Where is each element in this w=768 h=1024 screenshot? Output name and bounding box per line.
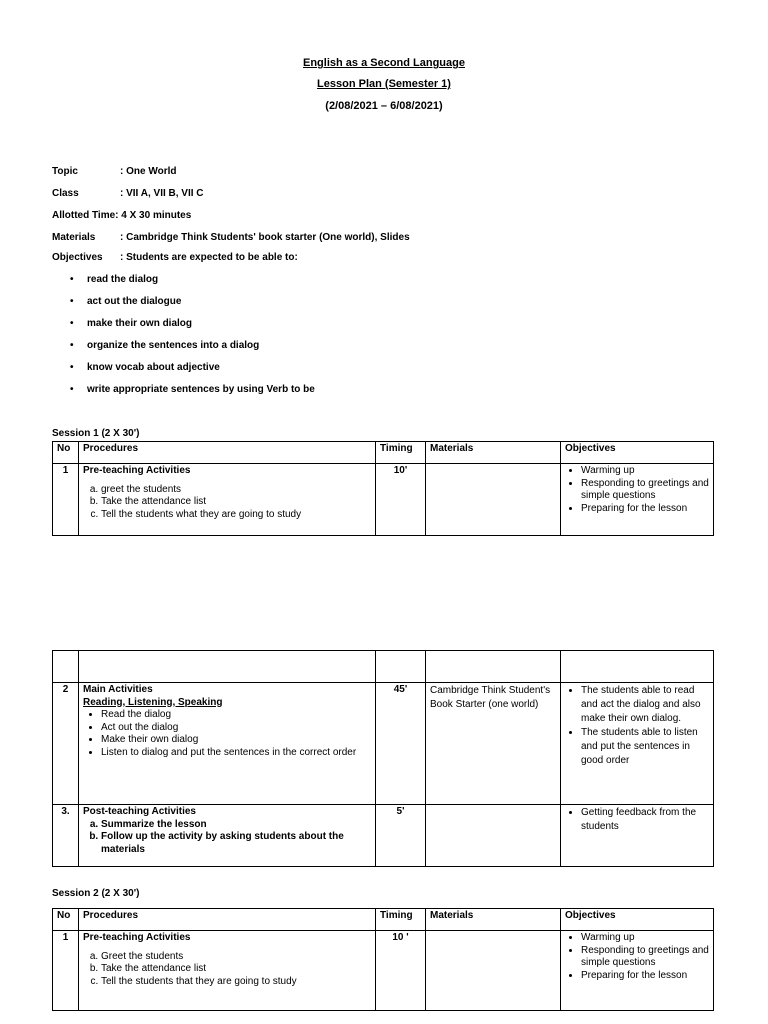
empty-cell: [79, 651, 376, 683]
empty-cell: [426, 651, 561, 683]
objectives-list: [565, 932, 709, 982]
info-materials: [52, 232, 410, 243]
objective-item: • Responding to greetings and simple questions: [581, 478, 709, 503]
session-1-table-part-1: [52, 441, 714, 536]
timing-cell: 10 ': [376, 931, 426, 1011]
empty-cell: [561, 651, 714, 683]
session-1-title: Session 1 (2 X 30'): [52, 428, 140, 439]
info-objectives: [52, 252, 298, 263]
table-row: [53, 464, 714, 536]
lesson-plan-title: Lesson Plan (Semester 1): [317, 78, 451, 90]
materials-cell: [426, 464, 561, 536]
objective-bullet: • read the dialog: [70, 274, 159, 285]
procedure-step: • Read the dialog: [101, 709, 371, 722]
objective-item: • Warming up: [581, 465, 709, 478]
header-procedures: Procedures: [79, 442, 376, 464]
procedure-step: a. Greet the students: [101, 951, 371, 964]
header-materials: Materials: [426, 909, 561, 931]
objective-item: • Getting feedback from the students: [581, 806, 709, 834]
row-number: 1: [53, 464, 79, 536]
header-timing: Timing: [376, 909, 426, 931]
procedure-title: Pre-teaching Activities: [83, 465, 191, 476]
procedure-subtitle: Reading, Listening, Speaking: [83, 696, 223, 708]
objective-bullet: • know vocab about adjective: [70, 362, 220, 373]
row-number: 3.: [53, 805, 79, 867]
info-value: : 4 X 30 minutes: [115, 210, 192, 221]
objective-item: • Responding to greetings and simple questions: [581, 945, 709, 970]
objective-item: • Preparing for the lesson: [581, 970, 709, 983]
procedure-step: b. Follow up the activity by asking students about the materials: [101, 831, 371, 856]
header-objectives: Objectives: [561, 909, 714, 931]
objective-bullet: • write appropriate sentences by using Verb to be: [70, 384, 315, 395]
info-topic: [52, 166, 176, 177]
table-row: [53, 683, 714, 805]
session-2-table: [52, 908, 714, 1011]
objectives-cell: [561, 683, 714, 805]
info-value: : Students are expected to be able to:: [120, 252, 298, 263]
empty-cell: [376, 651, 426, 683]
procedure-title: Pre-teaching Activities: [83, 932, 191, 943]
table-header-row: [53, 909, 714, 931]
objective-text: make their own dialog: [87, 318, 193, 329]
procedure-title: Main Activities: [83, 684, 153, 695]
info-value: : One World: [120, 166, 177, 177]
timing-cell: 10': [376, 464, 426, 536]
date-range: (2/08/2021 – 6/08/2021): [325, 100, 443, 112]
table-row: [53, 931, 714, 1011]
materials-cell: [426, 931, 561, 1011]
objectives-cell: [561, 931, 714, 1011]
info-label: Class: [52, 188, 79, 199]
info-class: [52, 188, 204, 199]
info-label: Topic: [52, 166, 78, 177]
document-title: English as a Second Language: [303, 57, 465, 69]
objectives-list: [565, 465, 709, 515]
info-allotted-time: [52, 210, 191, 221]
objectives-cell: [561, 464, 714, 536]
procedure-title: Post-teaching Activities: [83, 806, 196, 817]
empty-cell: [53, 651, 79, 683]
table-row: [53, 805, 714, 867]
procedure-steps: [83, 484, 371, 522]
info-value: : Cambridge Think Students' book starter (One world), Slides: [120, 232, 410, 243]
table-header-row: [53, 442, 714, 464]
info-value: : VII A, VII B, VII C: [120, 188, 204, 199]
timing-cell: 5': [376, 805, 426, 867]
materials-cell: [426, 805, 561, 867]
objective-item: • The students able to listen and put the sentences in good order: [581, 726, 709, 768]
objective-bullet: • organize the sentences into a dialog: [70, 340, 260, 351]
procedure-step: b. Take the attendance list: [101, 963, 371, 976]
info-label: Allotted Time: [52, 210, 116, 221]
header-no: No: [53, 909, 79, 931]
procedure-cell: [79, 931, 376, 1011]
empty-row: [53, 651, 714, 683]
procedure-cell: [79, 464, 376, 536]
row-number: 1: [53, 931, 79, 1011]
procedure-step: c. Tell the students what they are going to study: [101, 509, 371, 522]
objective-item: • Warming up: [581, 932, 709, 945]
objective-text: organize the sentences into a dialog: [87, 340, 260, 351]
materials-cell: Cambridge Think Student's Book Starter (one world): [426, 683, 561, 805]
procedure-cell: [79, 683, 376, 805]
objectives-cell: [561, 805, 714, 867]
procedure-step: a. Summarize the lesson: [101, 819, 371, 832]
objectives-list: [565, 806, 709, 834]
procedure-step: b. Take the attendance list: [101, 496, 371, 509]
procedure-step: • Act out the dialog: [101, 722, 371, 735]
row-number: 2: [53, 683, 79, 805]
objective-text: act out the dialogue: [87, 296, 182, 307]
procedure-step: • Listen to dialog and put the sentences in the correct order: [101, 747, 371, 760]
info-label: Objectives: [52, 252, 103, 263]
procedure-step: a. greet the students: [101, 484, 371, 497]
procedure-steps: [83, 709, 371, 759]
procedure-steps: [83, 951, 371, 989]
header-procedures: Procedures: [79, 909, 376, 931]
objective-text: know vocab about adjective: [87, 362, 220, 373]
objective-item: • The students able to read and act the dialog and also make their own dialog.: [581, 684, 709, 726]
procedure-step: • Make their own dialog: [101, 734, 371, 747]
header-materials: Materials: [426, 442, 561, 464]
objectives-list: [565, 684, 709, 768]
procedure-cell: [79, 805, 376, 867]
header-timing: Timing: [376, 442, 426, 464]
objective-text: read the dialog: [87, 274, 159, 285]
procedure-step: c. Tell the students that they are going to study: [101, 976, 371, 989]
procedure-steps: [83, 819, 371, 857]
info-label: Materials: [52, 232, 96, 243]
header-objectives: Objectives: [561, 442, 714, 464]
objective-text: write appropriate sentences by using Verb to be: [87, 384, 315, 395]
objective-bullet: • act out the dialogue: [70, 296, 182, 307]
session-2-title: Session 2 (2 X 30'): [52, 888, 140, 899]
objective-bullet: • make their own dialog: [70, 318, 193, 329]
session-1-table-part-2: [52, 650, 714, 867]
objective-item: • Preparing for the lesson: [581, 503, 709, 516]
header-no: No: [53, 442, 79, 464]
timing-cell: 45': [376, 683, 426, 805]
